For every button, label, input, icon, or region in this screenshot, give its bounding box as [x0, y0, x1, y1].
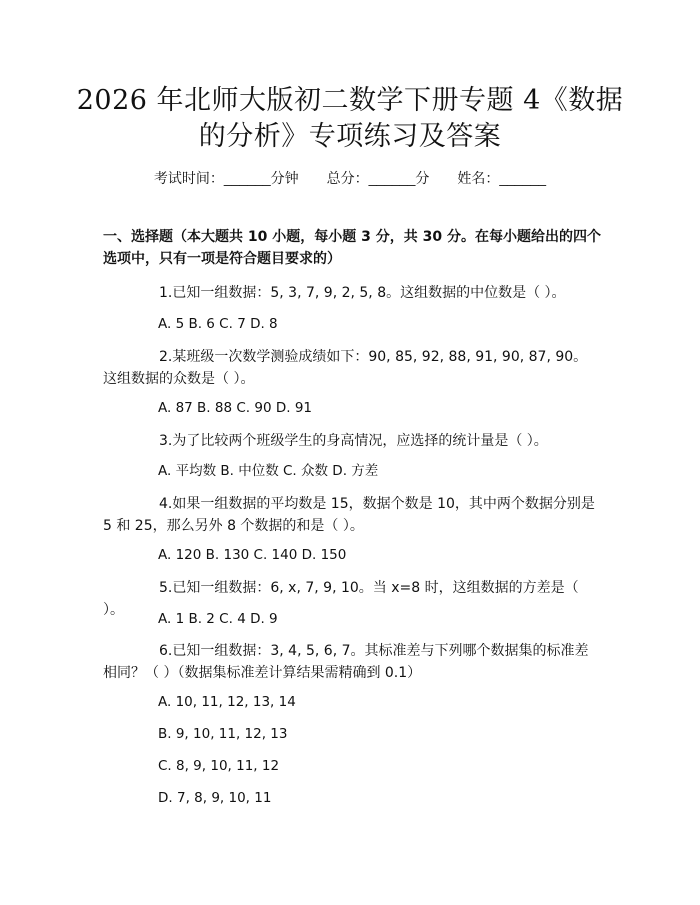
question-number: 4. — [159, 496, 173, 512]
question-1 — [103, 282, 601, 304]
question-text: 已知一组数据：3, 4, 5, 6, 7。其标准差与下列哪个数据集的标准差相同？（ ）（数据集标准差计算结果需精确到 0.1） — [103, 643, 589, 681]
student-name: 姓名：______ — [457, 170, 547, 186]
question-4 — [103, 493, 601, 537]
document-title-line-2: 的分析》专项练习及答案 — [198, 121, 502, 152]
question-6-option-a: A. 10, 11, 12, 13, 14 — [158, 694, 296, 710]
question-number: 6. — [159, 643, 173, 659]
question-number: 1. — [159, 285, 173, 301]
question-text: 已知一组数据：6, x, 7, 9, 10。当 x=8 时，这组数据的方差是（ ）。 — [103, 580, 579, 618]
question-text: 已知一组数据：5, 3, 7, 9, 2, 5, 8。这组数据的中位数是（ ）。 — [172, 285, 566, 301]
section-heading: 一、选择题（本大题共 10 小题，每小题 3 分，共 30 分。在每小题给出的四个选项中，只有一项是符合题目要求的） — [103, 229, 601, 267]
question-text: 为了比较两个班级学生的身高情况，应选择的统计量是（ ）。 — [172, 433, 548, 449]
question-6-option-b: B. 9, 10, 11, 12, 13 — [158, 726, 288, 742]
exam-time: 考试时间：______分钟 — [153, 170, 299, 186]
question-3 — [103, 430, 601, 452]
question-number: 2. — [159, 349, 173, 365]
document-title-line-1: 2026 年北师大版初二数学下册专题 4《数据 — [76, 85, 624, 116]
question-3-options: A. 平均数 B. 中位数 C. 众数 D. 方差 — [158, 463, 379, 479]
question-6-option-c: C. 8, 9, 10, 11, 12 — [158, 758, 280, 774]
question-number: 3. — [159, 433, 173, 449]
question-number: 5. — [159, 580, 173, 596]
question-2 — [103, 346, 601, 390]
question-4-options: A. 120 B. 130 C. 140 D. 150 — [158, 547, 347, 563]
exam-meta — [0, 168, 700, 188]
question-6-option-d: D. 7, 8, 9, 10, 11 — [158, 790, 272, 806]
question-text: 如果一组数据的平均数是 15，数据个数是 10，其中两个数据分别是 5 和 25，那么另外 8 个数据的和是（ ）。 — [103, 496, 595, 534]
question-5-options: A. 1 B. 2 C. 4 D. 9 — [158, 611, 278, 627]
question-2-options: A. 87 B. 88 C. 90 D. 91 — [158, 400, 312, 416]
question-text: 某班级一次数学测验成绩如下：90, 85, 92, 88, 91, 90, 87, 90。这组数据的众数是（ ）。 — [103, 349, 588, 387]
question-6 — [103, 640, 601, 684]
question-1-options: A. 5 B. 6 C. 7 D. 8 — [158, 316, 278, 332]
exam-total-score: 总分：______分 — [326, 170, 430, 186]
